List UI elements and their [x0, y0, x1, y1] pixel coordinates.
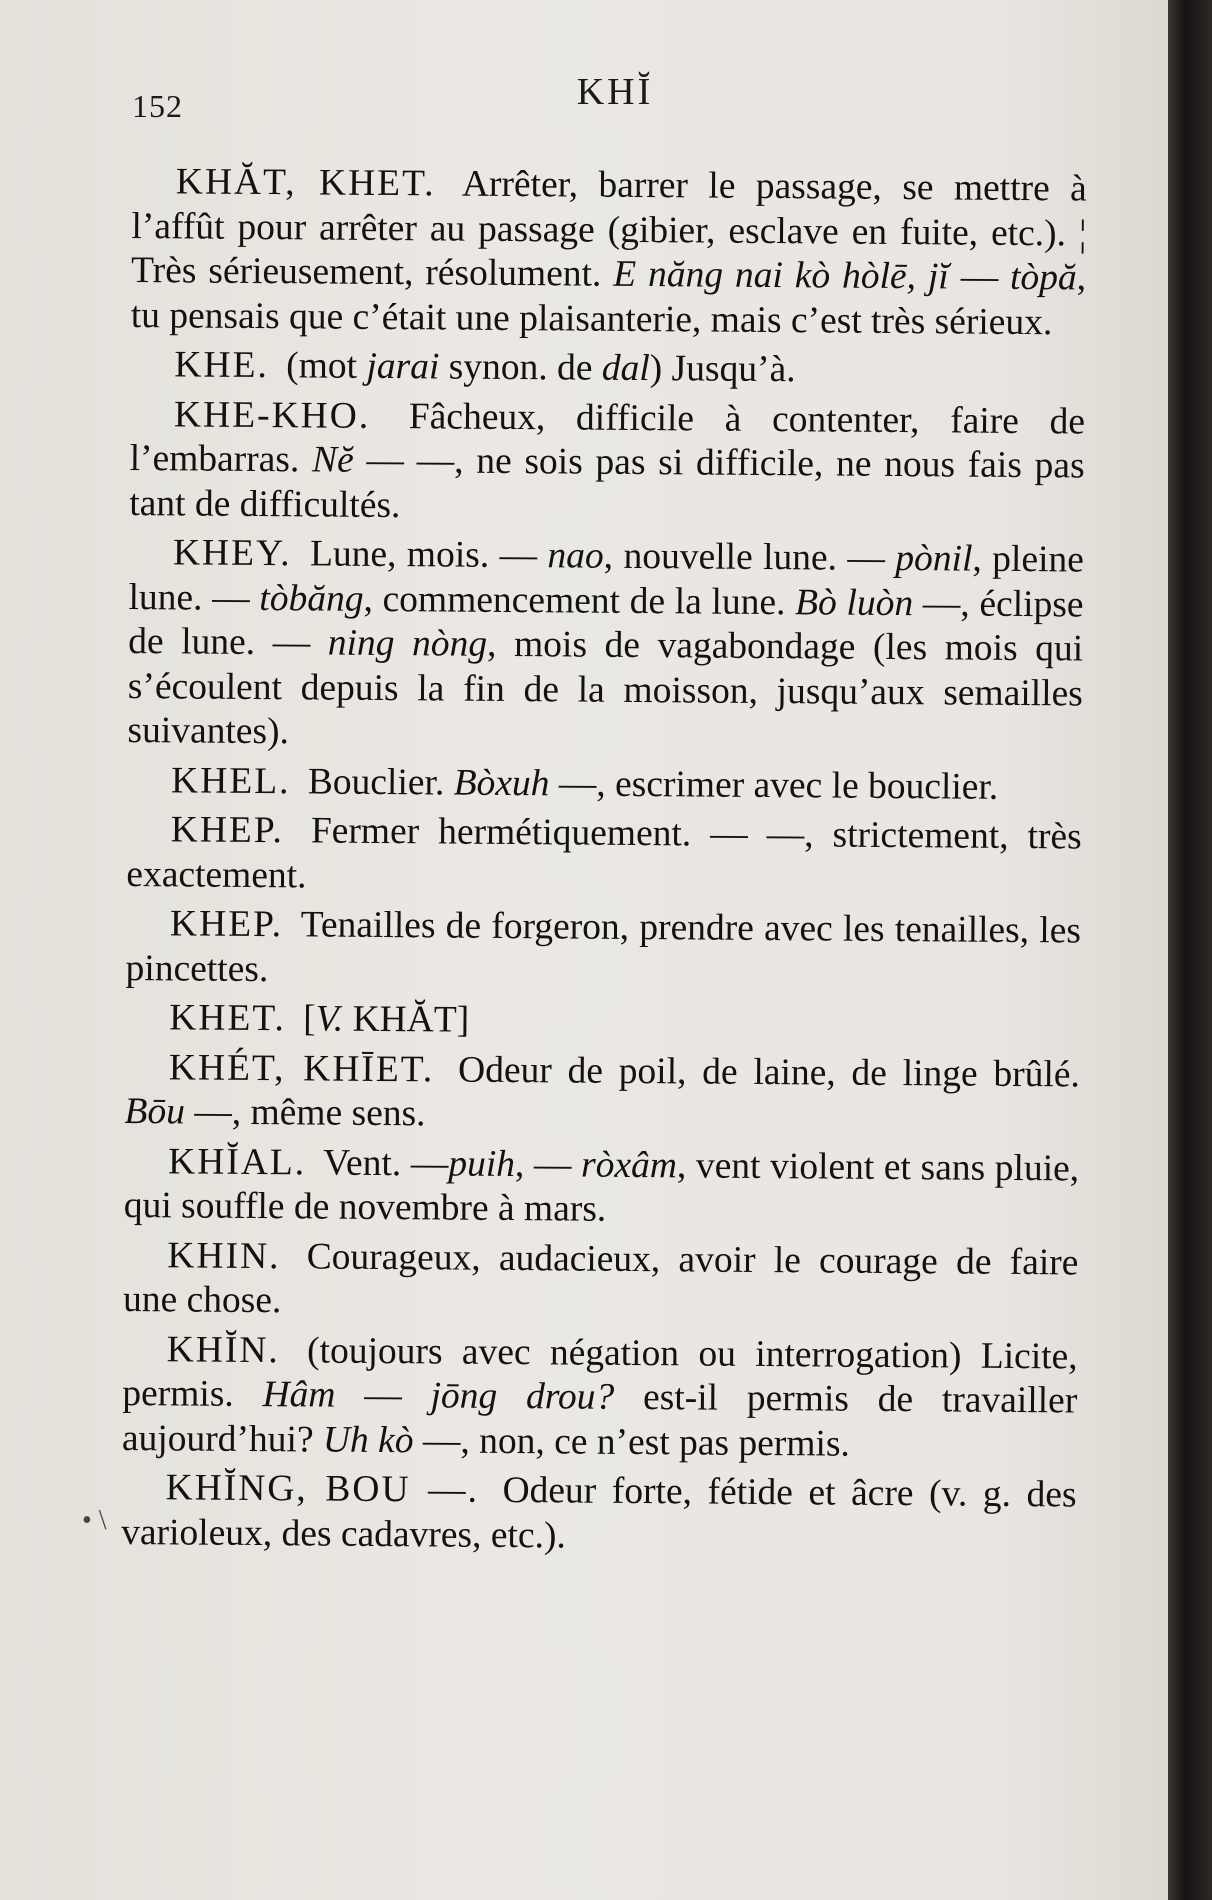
- entry-headword: KHEP.: [170, 809, 285, 852]
- entry-headword: KHEL.: [170, 759, 291, 802]
- definition-text-run: —, non, ce n’est pas permis.: [413, 1419, 851, 1465]
- running-head: KHĬ: [576, 71, 654, 113]
- definition-text-run: Arrêter, barrer le passage, se mettre à l’affût pour arrêter au passage (gibier, esclave en fuite, etc.). ¦ Très sérieusement, résolument.: [130, 163, 1087, 295]
- definition-italic-run: pònil: [895, 538, 973, 580]
- entry-definition: [286, 345, 796, 390]
- dictionary-entry: [124, 1139, 1080, 1235]
- entry-headword: KHÉT, KHĪET.: [168, 1046, 435, 1090]
- definition-text-run: Lune, mois. —: [309, 533, 548, 577]
- margin-mark: • \: [82, 1505, 107, 1536]
- definition-text-run: — —, ne sois pas si difficile, ne nous fais pas tant de difficultés.: [129, 439, 1085, 526]
- definition-text-run: —: [948, 256, 1011, 298]
- definition-italic-run: Nĕ: [311, 439, 354, 481]
- definition-text-run: Courageux, audacieux, avoir le courage de faire une chose.: [122, 1235, 1079, 1322]
- entry-headword: KHĬNG, BOU —.: [165, 1467, 480, 1511]
- entry-headword: KHEP.: [169, 903, 284, 946]
- definition-text-run: —, éclipse de lune. —: [128, 582, 1084, 664]
- entry-headword: KHĬAL.: [167, 1140, 307, 1183]
- definition-text-run: , commencement de la lune.: [363, 578, 796, 623]
- definition-text-run: , pleine lune. —: [128, 538, 1085, 619]
- entry-headword: KHĬN.: [166, 1328, 280, 1371]
- definition-italic-run: Uh kò: [322, 1419, 414, 1461]
- definition-text-run: Fâcheux, difficile à contenter, faire de l’embarras.: [129, 395, 1086, 481]
- definition-text-run: Odeur forte, fétide et âcre (v. g. des varioleux, des cadavres, etc.).: [121, 1469, 1077, 1556]
- entry-headword: KHET.: [169, 997, 286, 1040]
- definition-text-run: Fermer hermétiquement. — —, strictement, très exactement.: [126, 810, 1082, 896]
- definition-text-run: —, même sens.: [184, 1091, 426, 1135]
- definition-text-run: synon. de: [439, 346, 603, 389]
- definition-italic-run: Bò luòn: [794, 581, 914, 624]
- definition-italic-run: tòpă: [1009, 256, 1077, 299]
- dictionary-entry: [127, 531, 1084, 761]
- dictionary-entry: [129, 392, 1085, 533]
- definition-italic-run: dal: [601, 347, 650, 390]
- entry-headword: KHEY.: [172, 532, 292, 575]
- definition-text-run: Odeur de poil, de laine, de linge brûlé.: [457, 1049, 1081, 1095]
- entry-headword: KHE-KHO.: [173, 393, 371, 437]
- dictionary-entry: [131, 160, 1087, 345]
- definition-italic-run: jōng drou?: [430, 1375, 615, 1418]
- definition-text-run: [: [303, 998, 316, 1040]
- definition-italic-run: V.: [315, 998, 344, 1040]
- definition-italic-run: nao: [547, 535, 604, 577]
- definition-italic-run: Bòxuh: [453, 762, 550, 804]
- definition-text-run: , nouvelle lune. —: [603, 535, 896, 580]
- definition-text-run: (mot: [286, 345, 367, 387]
- definition-text-run: , tu pensais que c’était une plaisanterie, mais c’est très sérieux.: [130, 257, 1087, 343]
- definition-italic-run: jarai: [366, 345, 440, 388]
- dictionary-entry: [123, 1233, 1079, 1329]
- dictionary-entry: [122, 1327, 1078, 1468]
- definition-italic-run: tòbăng: [259, 577, 364, 620]
- definition-italic-run: ning nòng: [327, 622, 488, 665]
- definition-text-run: KHĂT]: [343, 998, 470, 1041]
- entry-headword: KHIN.: [167, 1234, 281, 1277]
- definition-italic-run: E năng nai kò hòlē, jĭ: [613, 253, 949, 298]
- entry-definition: [308, 761, 999, 807]
- definition-text-run: Vent. —: [322, 1142, 449, 1185]
- book-gutter-shadow: [1168, 0, 1212, 1900]
- dictionary-entry: [130, 343, 1085, 395]
- definition-text-run: , vent violent et sans pluie, qui souffle de novembre à mars.: [123, 1144, 1080, 1230]
- dictionary-entries: [121, 160, 1087, 1567]
- dictionary-entry: [121, 1466, 1077, 1562]
- definition-text-run: Bouclier.: [307, 760, 454, 804]
- definition-text-run: est-il permis de travailler aujourd’hui?: [121, 1376, 1078, 1461]
- definition-text-run: ) Jusqu’à.: [649, 348, 796, 391]
- definition-text-run: , —: [514, 1143, 582, 1186]
- definition-italic-run: Bōu: [124, 1090, 186, 1133]
- definition-italic-run: Hâm: [262, 1374, 336, 1416]
- definition-text-run: —: [335, 1374, 431, 1417]
- definition-text-run: Tenailles de forgeron, prendre avec les tenailles, les pincettes.: [125, 904, 1082, 990]
- entry-headword: KHĂT, KHET.: [175, 161, 436, 205]
- definition-text-run: (toujours avec négation ou interrogation) Licite, permis.: [122, 1329, 1078, 1416]
- dictionary-entry: [126, 808, 1082, 904]
- definition-text-run: —, escrimer avec le bouclier.: [549, 762, 999, 808]
- dictionary-entry: [125, 996, 1080, 1048]
- dictionary-entry: [127, 758, 1082, 810]
- dictionary-entry: [125, 902, 1081, 998]
- definition-italic-run: ròxâm: [580, 1144, 678, 1186]
- definition-italic-run: puih: [448, 1143, 516, 1185]
- dictionary-entry: [124, 1045, 1080, 1141]
- page-number: 152: [132, 88, 183, 124]
- definition-text-run: , mois de vagabondage (les mois qui s’écoulent depuis la fin de la moisson, jusqu’aux semailles suivantes).: [127, 623, 1084, 753]
- entry-definition: [303, 998, 469, 1040]
- entry-headword: KHE.: [174, 344, 270, 387]
